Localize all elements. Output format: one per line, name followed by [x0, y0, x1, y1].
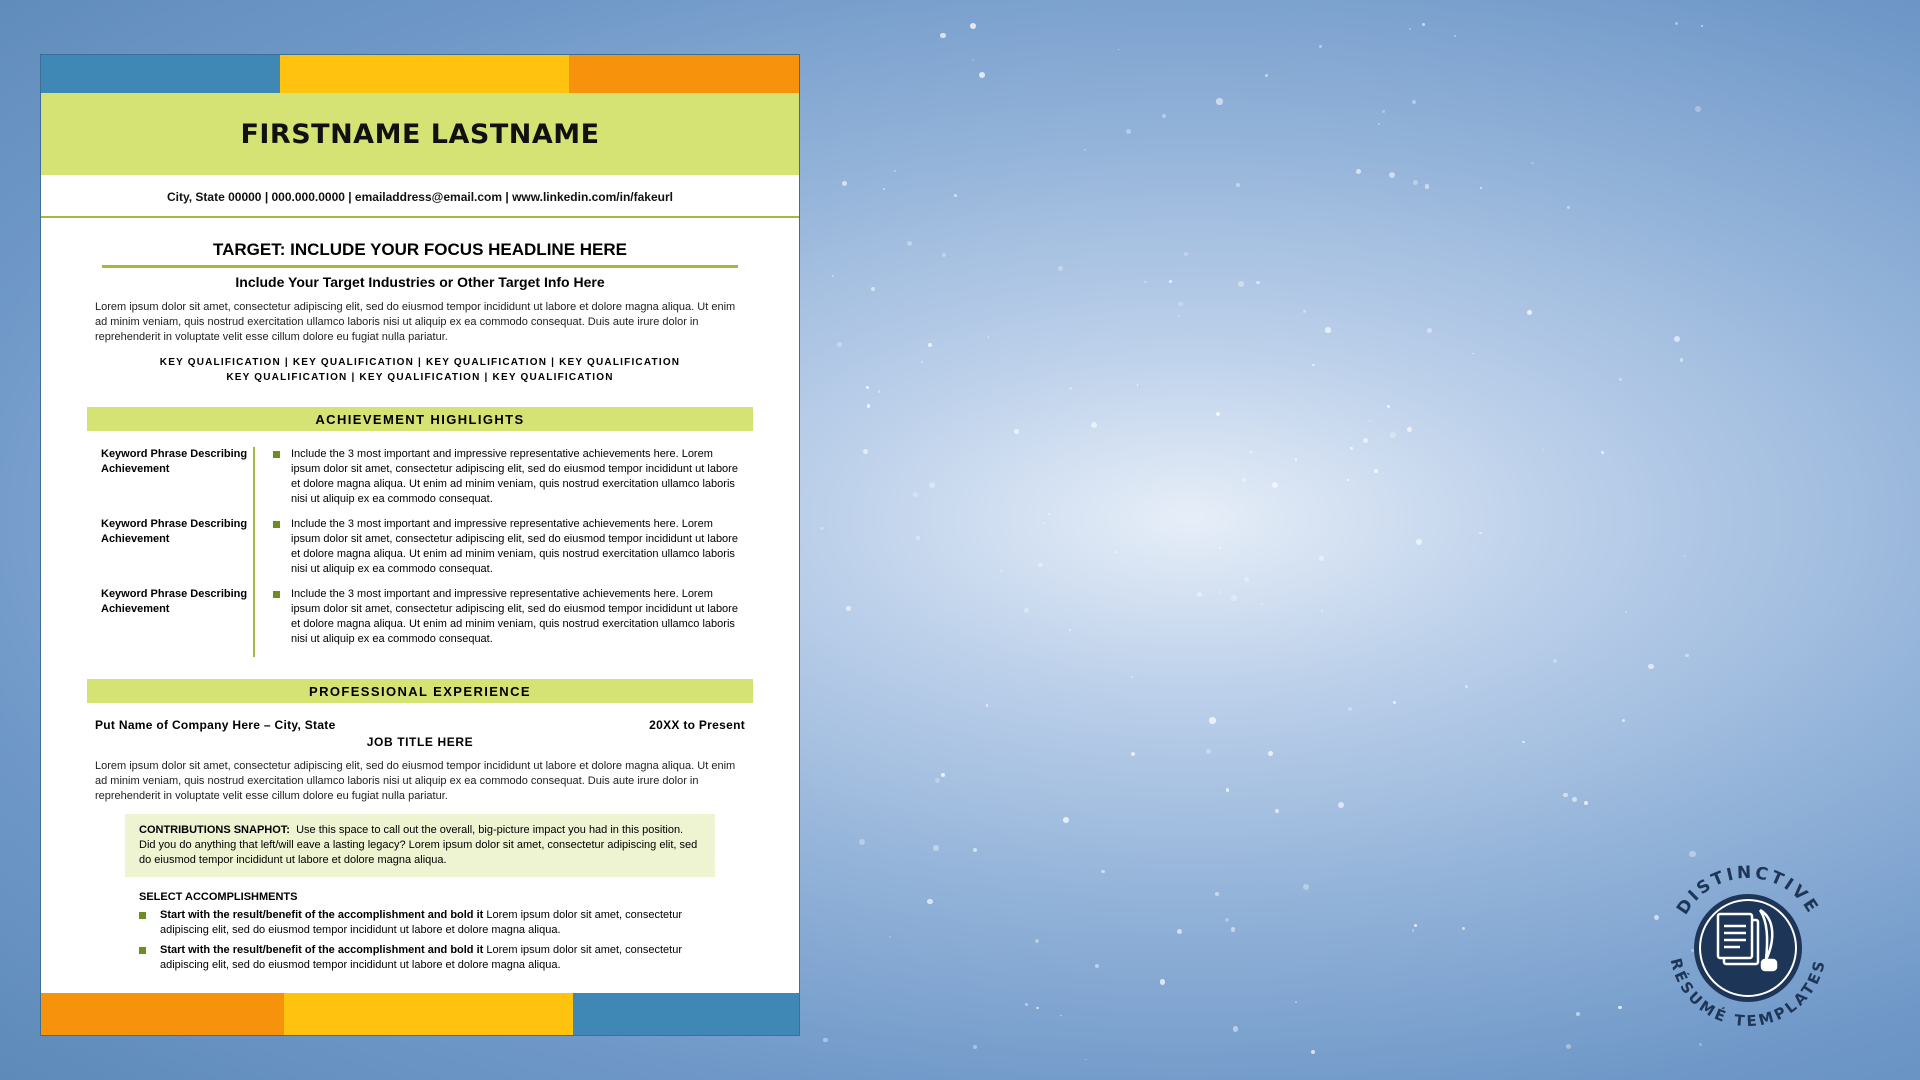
achievements-table: [95, 447, 745, 657]
candidate-name: FIRSTNAME LASTNAME: [240, 118, 600, 150]
bullet-square-icon: [139, 947, 146, 954]
bullet-square-icon: [273, 591, 280, 598]
employment-dates: 20XX to Present: [649, 718, 745, 732]
bullet-square-icon: [139, 912, 146, 919]
name-banner: [41, 93, 799, 175]
company-row: [95, 718, 745, 732]
logo-bottom-text: RÉSUMÉ TEMPLATES: [1666, 956, 1830, 1031]
bullet-square-icon: [273, 521, 280, 528]
logo-top-text: DISTINCTIVE: [1672, 862, 1824, 919]
achievement-item: Include the 3 most important and impressive representative achievements here. Lorem ipsum dolor sit amet, consectetur adipiscing elit, sed do eiusmod tempor incididunt ut labore et dolore magna aliqua. Ut enim ad minim veniam, quis nostrud exercitation ullamco laboris nisi ut aliquip ex ea commodo consequat.: [273, 447, 745, 517]
bullet-square-icon: [273, 451, 280, 458]
contributions-snapshot: [125, 814, 715, 877]
top-color-bar: [41, 55, 799, 93]
achievements-heading: ACHIEVEMENT HIGHLIGHTS: [87, 407, 753, 431]
snapshot-label: CONTRIBUTIONS SNAPHOT:: [139, 824, 290, 836]
achievement-item: Include the 3 most important and impressive representative achievements here. Lorem ipsum dolor sit amet, consectetur adipiscing elit, sed do eiusmod tempor incididunt ut labore et dolore magna aliqua. Ut enim ad minim veniam, quis nostrud exercitation ullamco laboris nisi ut aliquip ex ea commodo consequat.: [273, 517, 745, 587]
summary-paragraph: Lorem ipsum dolor sit amet, consectetur adipiscing elit, sed do eiusmod tempor incididunt ut labore et dolore magna aliqua. Ut enim ad minim veniam, quis nostrud exercitation ullamco laboris nisi ut aliquip ex ea commodo consequat. Duis aute irure dolor in reprehenderit in voluptate velit esse cillum dolore eu fugiat nulla pariatur.: [95, 301, 736, 343]
achievement-keyword: Keyword Phrase Describing Achievement: [101, 448, 248, 475]
job-title: JOB TITLE HERE: [366, 735, 474, 749]
experience-heading: PROFESSIONAL EXPERIENCE: [87, 679, 753, 703]
target-subheadline: Include Your Target Industries or Other Target Info Here: [235, 274, 605, 290]
accomplishments-heading: SELECT ACCOMPLISHMENTS: [139, 891, 298, 903]
achievement-keyword: Keyword Phrase Describing Achievement: [101, 518, 248, 545]
contact-line: City, State 00000 | 000.000.0000 | emailaddress@email.com | www.linkedin.com/in/fakeurl: [41, 175, 799, 218]
distinctive-resume-templates-logo: [1648, 848, 1848, 1048]
snapshot-text: Use this space to call out the overall, big-picture impact you had in this position. Did you do anything that left/will eave a lasting legacy? Lorem ipsum dolor sit amet, consectetur adipiscing elit, sed do eiusmod tempor incididunt ut labore et dolore magna aliqua.: [139, 824, 698, 866]
target-headline: TARGET: INCLUDE YOUR FOCUS HEADLINE HERE: [102, 240, 738, 268]
job-summary: Lorem ipsum dolor sit amet, consectetur adipiscing elit, sed do eiusmod tempor incididunt ut labore et dolore magna aliqua. Ut enim ad minim veniam, quis nostrud exercitation ullamco laboris nisi ut aliquip ex ea commodo consequat. Duis aute irure dolor in reprehenderit in voluptate velit esse cillum dolore eu fugiat nulla pariatur.: [95, 760, 736, 802]
key-qualifications: [95, 355, 745, 385]
accomplishment-item: Start with the result/benefit of the accomplishment and bold it Lorem ipsum dolor sit amet, consectetur adipiscing elit, sed do eiusmod tempor incididunt ut labore et dolore magna aliqua.: [139, 908, 715, 938]
accomplishment-item: Start with the result/benefit of the accomplishment and bold it Lorem ipsum dolor sit amet, consectetur adipiscing elit, sed do eiusmod tempor incididunt ut labore et dolore magna aliqua.: [139, 943, 715, 973]
achievement-item: Include the 3 most important and impressive representative achievements here. Lorem ipsum dolor sit amet, consectetur adipiscing elit, sed do eiusmod tempor incididunt ut labore et dolore magna aliqua. Ut enim ad minim veniam, quis nostrud exercitation ullamco laboris nisi ut aliquip ex ea commodo consequat.: [273, 587, 745, 657]
resume-page: [40, 54, 800, 1036]
bottom-color-bar: [41, 993, 799, 1035]
qualifications-line-1: KEY QUALIFICATION | KEY QUALIFICATION | KEY QUALIFICATION | KEY QUALIFICATION: [159, 357, 681, 368]
achievement-keyword: Keyword Phrase Describing Achievement: [101, 588, 248, 615]
company-name: Put Name of Company Here – City, State: [95, 718, 336, 732]
qualifications-line-2: KEY QUALIFICATION | KEY QUALIFICATION | KEY QUALIFICATION: [226, 372, 614, 383]
